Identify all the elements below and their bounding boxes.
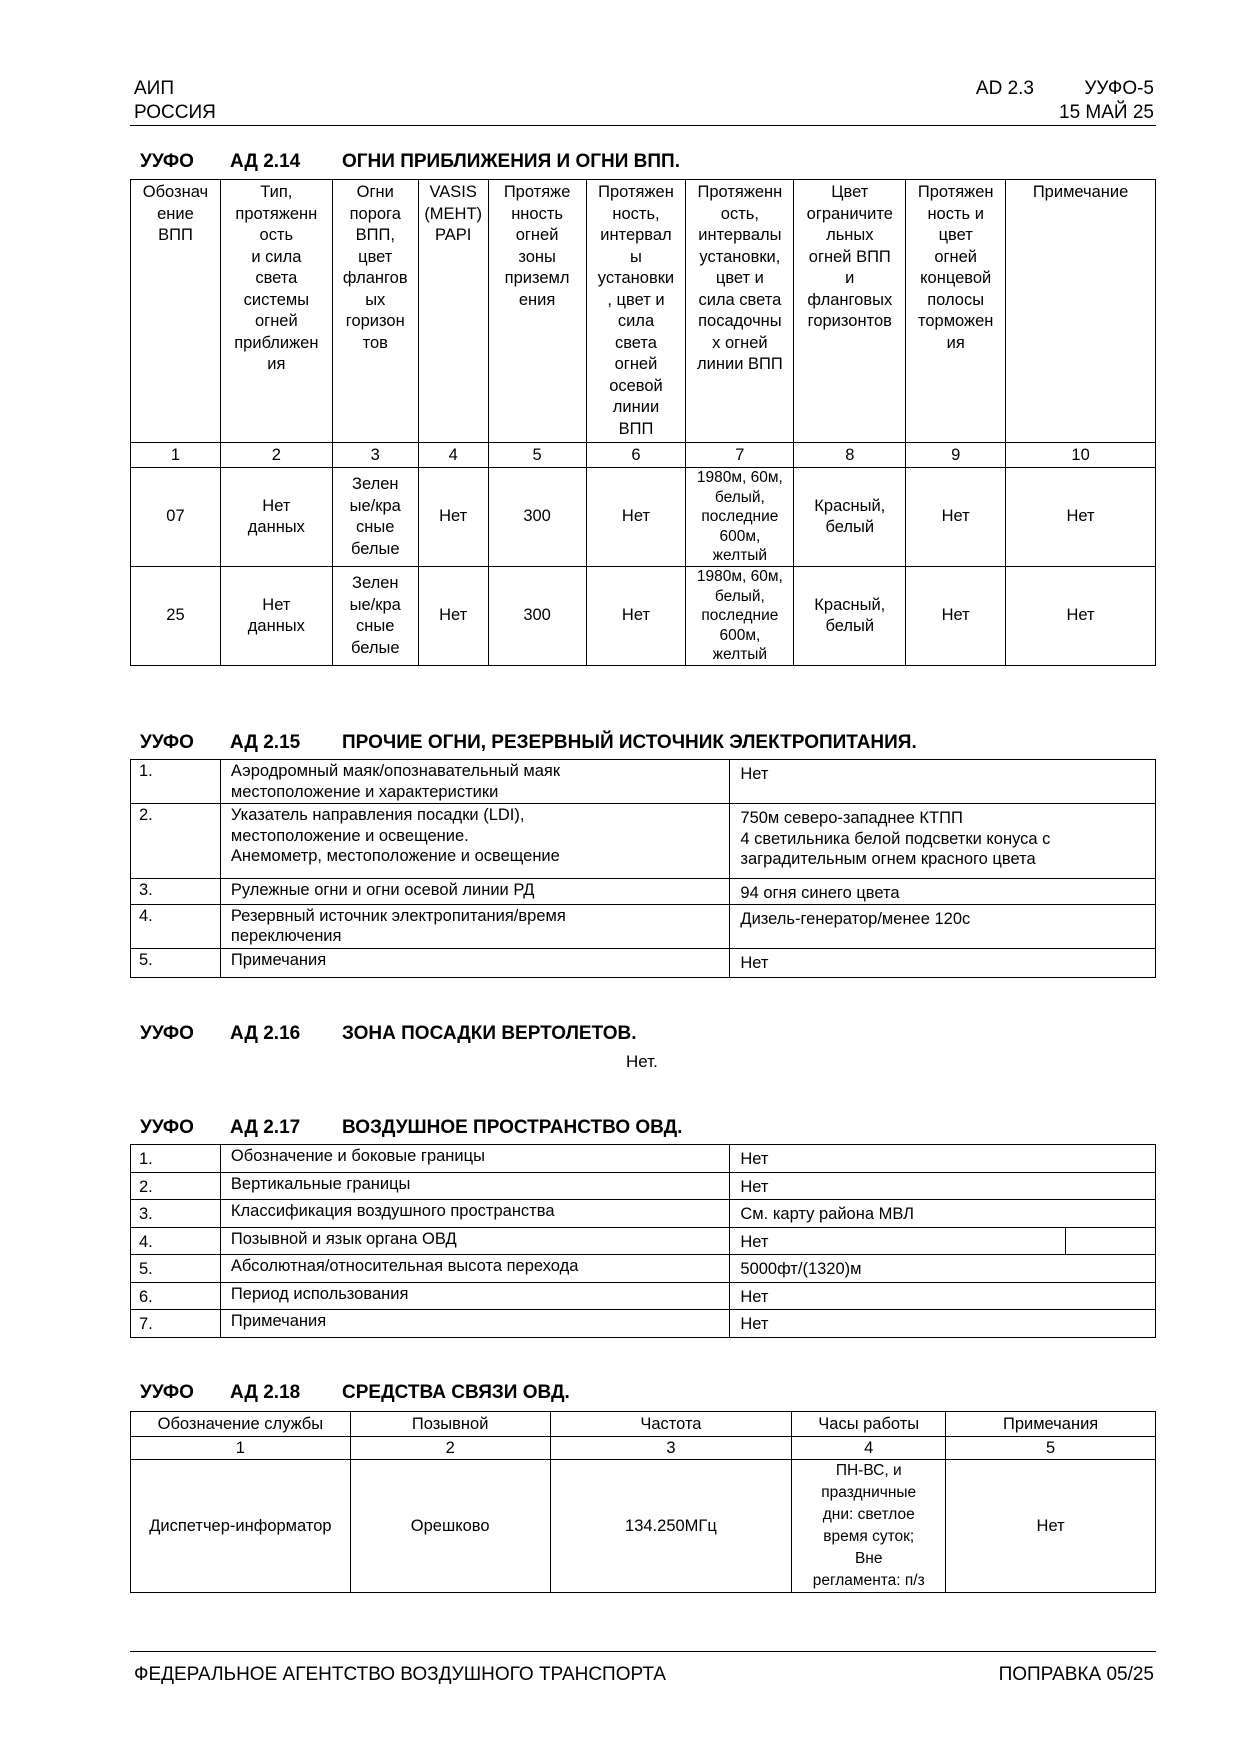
section-icao: УУФО (140, 1117, 194, 1138)
row-number: 2. (131, 1172, 221, 1200)
cell-line: белый (825, 518, 875, 536)
cell-line: Тип, (260, 183, 293, 201)
agency-name: ФЕДЕРАЛЬНОЕ АГЕНТСТВО ВОЗДУШНОГО ТРАНСПОРТА (134, 1664, 666, 1685)
cell-line: концевой (920, 269, 992, 287)
cell-line: ение (157, 204, 194, 223)
cell-line: ВПП (158, 226, 193, 244)
table-row (131, 760, 1156, 804)
cell-line: Протяженн (697, 183, 783, 201)
cell-line: ность и (927, 204, 984, 223)
table-row (131, 1227, 1156, 1255)
cell-end (794, 567, 906, 666)
approach-runway-lights-table (130, 179, 1156, 666)
cell-line: Дизель-генератор/менее 120с (740, 909, 971, 928)
section-number: АД 2.18 (230, 1382, 301, 1403)
table-header-row (131, 180, 1156, 443)
column-number: 10 (1006, 443, 1156, 468)
cell-line: ых (365, 290, 386, 309)
table-header-row (131, 1412, 1156, 1437)
cell-edge (686, 468, 794, 567)
row-value (730, 904, 1156, 948)
cell-end (794, 468, 906, 567)
cell-line: белый, (714, 488, 765, 506)
section-title: ПРОЧИЕ ОГНИ, РЕЗЕРВНЫЙ ИСТОЧНИК ЭЛЕКТРОПИТАНИЯ. (342, 732, 917, 753)
cell-line: сила света (698, 290, 782, 309)
row-value (730, 804, 1156, 879)
section-code: AD 2.3 (975, 78, 1034, 99)
cell-frequency: 134.250МГц (550, 1460, 792, 1593)
table-body (131, 468, 1156, 666)
cell-line: ые/кра (349, 595, 401, 614)
section-title: ВОЗДУШНОЕ ПРОСТРАНСТВО ОВД. (342, 1117, 683, 1138)
cell-line: Огни (356, 183, 394, 201)
cell-line: Примечания (230, 950, 327, 969)
section-icao: УУФО (140, 151, 194, 172)
cell-hours (792, 1460, 946, 1593)
row-label: Классификация воздушного пространства (220, 1200, 729, 1228)
cell-line: 94 огня синего цвета (740, 884, 900, 902)
cell-centerline: Нет (586, 468, 686, 567)
row-label: Абсолютная/относительная высота перехода (220, 1255, 729, 1283)
cell-line: белые (350, 539, 400, 558)
cell-line: ые/кра (349, 496, 401, 515)
cell-threshold (332, 468, 418, 567)
row-number: 6. (131, 1282, 221, 1310)
cell-line: полосы (927, 290, 985, 309)
cell-remarks: Нет (946, 1460, 1156, 1593)
cell-line: ы (630, 247, 642, 266)
cell-line: Красный, (814, 496, 886, 515)
cell-line: местоположение и освещение. (230, 826, 469, 845)
row-number: 2. (131, 804, 221, 879)
cell-line: Протяже (503, 183, 571, 201)
cell-line: Нет (262, 595, 291, 614)
row-number: 1. (131, 760, 221, 804)
cell-line: горизонтов (807, 312, 892, 330)
row-value: Нет (730, 1282, 1156, 1310)
cell-line: ность, (612, 204, 660, 223)
cell-stopway: Нет (906, 468, 1006, 567)
table-row (131, 567, 1156, 666)
row-value (730, 760, 1156, 804)
helicopter-area-text: Нет. (626, 1052, 658, 1071)
section-number: АД 2.17 (230, 1117, 301, 1138)
cell-line: последние (701, 607, 779, 625)
column-header: Частота (550, 1412, 792, 1437)
cell-line: праздничные (821, 1484, 917, 1501)
section-title: ЗОНА ПОСАДКИ ВЕРТОЛЕТОВ. (342, 1023, 637, 1044)
cell-line: Аэродромный маяк/опознавательный маяк (230, 762, 561, 780)
row-label: Период использования (220, 1282, 729, 1310)
cell-line: белый, (714, 587, 765, 605)
cell-line: Обознач (142, 183, 209, 201)
cell-line: протяженн (235, 204, 318, 223)
section-number: АД 2.16 (230, 1023, 301, 1044)
row-label (220, 879, 729, 905)
cell-line: ость (259, 226, 294, 244)
cell-line: ВПП (618, 419, 654, 438)
cell-line: Нет (262, 496, 291, 515)
cell-line: Цвет (831, 183, 869, 201)
cell-line: света (255, 269, 298, 287)
cell-line: и сила (251, 247, 302, 266)
cell-line: Зелен (351, 574, 399, 592)
column-header (686, 180, 794, 443)
column-number: 3 (550, 1437, 792, 1460)
column-number: 4 (418, 443, 488, 468)
cell-line: х огней (712, 333, 768, 352)
cell-service: Диспетчер-информатор (131, 1460, 351, 1593)
cell-line: данных (247, 617, 305, 635)
footer-rule (130, 1651, 1156, 1652)
cell-line: Протяжен (917, 183, 994, 201)
cell-line: огней (614, 355, 658, 373)
column-header: Позывной (350, 1412, 550, 1437)
cell-line: цвет и (715, 269, 764, 287)
cell-line: ения (518, 290, 556, 309)
row-number: 4. (131, 1227, 221, 1255)
section-title: СРЕДСТВА СВЯЗИ ОВД. (342, 1382, 570, 1403)
cell-line: регламента: п/з (812, 1572, 925, 1589)
cell-line: системы (243, 290, 310, 309)
cell-line: белый (825, 617, 875, 635)
cell-line: цвет (358, 247, 393, 266)
row-value (730, 948, 1156, 977)
cell-line: льных (826, 226, 874, 244)
header-rule (130, 125, 1156, 126)
row-label (220, 760, 729, 804)
cell-line: нность (511, 204, 563, 223)
cell-remarks: Нет (1006, 567, 1156, 666)
cell-callsign: Орешково (350, 1460, 550, 1593)
cell-line: , цвет и (607, 290, 665, 309)
column-number: 4 (792, 1437, 946, 1460)
cell-line: Протяжен (598, 183, 674, 201)
column-header: Часы работы (792, 1412, 946, 1437)
section-icao: УУФО (140, 1023, 194, 1044)
country-label: РОССИЯ (134, 102, 216, 123)
cell-line: цвет (938, 226, 973, 244)
column-number: 6 (586, 443, 686, 468)
other-lights-table (130, 759, 1156, 978)
table-row (131, 1145, 1156, 1173)
cell-tdz: 300 (488, 567, 586, 666)
cell-line: света (614, 333, 657, 352)
cell-line: Зелен (351, 475, 399, 493)
cell-remarks: Нет (1006, 468, 1156, 567)
cell-line: установки (597, 269, 675, 287)
row-number: 5. (131, 948, 221, 977)
page-id: УУФО-5 (1084, 78, 1154, 99)
table-number-row (131, 443, 1156, 468)
empty-cell (1066, 1227, 1156, 1255)
cell-line: Вне (854, 1550, 883, 1567)
cell-centerline: Нет (586, 567, 686, 666)
table-row (131, 1255, 1156, 1283)
cell-line: Нет (740, 765, 769, 783)
cell-line: и (845, 269, 855, 287)
row-label: Обозначение и боковые границы (220, 1145, 729, 1173)
table-row (131, 468, 1156, 567)
column-number: 5 (488, 443, 586, 468)
cell-line: линии (612, 398, 660, 416)
row-value: 5000фт/(1320)м (730, 1255, 1156, 1283)
cell-line: Анемометр, местоположение и освещение (230, 847, 560, 865)
cell-line: последние (701, 508, 779, 526)
cell-line: Рулежные огни и огни осевой линии РД (230, 881, 535, 899)
cell-line: Резервный источник электропитания/время (230, 906, 566, 925)
row-number: 3. (131, 1200, 221, 1228)
row-number: 7. (131, 1310, 221, 1338)
cell-line: 600м, (719, 626, 761, 644)
row-value: Нет (730, 1310, 1156, 1338)
cell-vasis: Нет (418, 468, 488, 567)
cell-line: ость, (720, 204, 759, 223)
cell-line: данных (247, 518, 305, 536)
cell-line: сные (356, 518, 395, 536)
cell-line: Нет (740, 953, 769, 972)
table-row (131, 1310, 1156, 1338)
row-value: Нет (730, 1145, 1156, 1173)
column-number: 3 (332, 443, 418, 468)
column-header: Обозначение службы (131, 1412, 351, 1437)
amendment-number: ПОПРАВКА 05/25 (998, 1664, 1154, 1685)
row-value: Нет (730, 1172, 1156, 1200)
section-number: АД 2.15 (230, 732, 301, 753)
cell-line: заградительным огнем красного цвета (740, 850, 1036, 868)
cell-line: порога (349, 204, 401, 223)
row-number: 1. (131, 1145, 221, 1173)
column-number: 2 (350, 1437, 550, 1460)
row-label: Вертикальные границы (220, 1172, 729, 1200)
cell-line: ия (946, 333, 965, 352)
cell-line: огней (515, 226, 559, 244)
row-number: 4. (131, 904, 221, 948)
cell-vasis: Нет (418, 567, 488, 666)
cell-threshold (332, 567, 418, 666)
row-label: Примечания (220, 1310, 729, 1338)
table-number-row (131, 1437, 1156, 1460)
section-icao: УУФО (140, 1382, 194, 1403)
column-header (418, 180, 488, 443)
column-header (488, 180, 586, 443)
cell-line: интервалы (698, 226, 782, 244)
cell-line: установки, (699, 247, 781, 266)
column-header (220, 180, 332, 443)
table-row (131, 1282, 1156, 1310)
row-number: 5. (131, 1255, 221, 1283)
table-row (131, 879, 1156, 905)
table-row (131, 1200, 1156, 1228)
cell-line: приближен (234, 333, 319, 352)
cell-stopway: Нет (906, 567, 1006, 666)
cell-line: 600м, (719, 527, 761, 545)
cell-approach (220, 468, 332, 567)
cell-line: желтый (712, 547, 768, 565)
row-value: Нет (730, 1227, 1066, 1255)
table-row (131, 1460, 1156, 1593)
column-header (906, 180, 1006, 443)
cell-line: 750м северо-западнее КТПП (740, 809, 963, 827)
row-value: См. карту района МВЛ (730, 1200, 1156, 1228)
column-number: 8 (794, 443, 906, 468)
cell-edge (686, 567, 794, 666)
cell-line: 1980м, 60м, (696, 568, 783, 586)
cell-line: приземл (504, 269, 570, 287)
row-number: 3. (131, 879, 221, 905)
column-number: 2 (220, 443, 332, 468)
row-label: Позывной и язык органа ОВД (220, 1227, 729, 1255)
cell-approach (220, 567, 332, 666)
column-header (794, 180, 906, 443)
column-number: 1 (131, 443, 221, 468)
section-216-heading (140, 1023, 637, 1111)
cell-line: дни: светлое (822, 1506, 915, 1523)
cell-line: PAPI (434, 226, 472, 244)
table-row (131, 1172, 1156, 1200)
cell-line: ия (267, 355, 286, 373)
cell-line: ПН-ВС, и (835, 1462, 902, 1479)
cell-line: Примечание (1032, 183, 1129, 201)
cell-line: сила (617, 312, 655, 330)
cell-line: сные (356, 617, 395, 635)
cell-line: Красный, (814, 595, 886, 614)
cell-line: тов (362, 333, 388, 352)
section-number: АД 2.14 (230, 151, 301, 172)
row-label (220, 804, 729, 879)
cell-line: желтый (712, 646, 768, 664)
cell-line: местоположение и характеристики (230, 782, 499, 801)
table-row (131, 804, 1156, 879)
cell-line: белые (350, 638, 400, 657)
row-label (220, 904, 729, 948)
cell-line: ВПП, (355, 226, 395, 244)
table-row (131, 904, 1156, 948)
column-number: 7 (686, 443, 794, 468)
cell-line: ограничите (806, 204, 893, 223)
cell-tdz: 300 (488, 468, 586, 567)
cell-line: горизон (345, 312, 405, 330)
cell-line: интервал (600, 226, 672, 244)
effective-date: 15 МАЙ 25 (1059, 102, 1154, 123)
cell-line: линии ВПП (697, 355, 783, 373)
section-title: ОГНИ ПРИБЛИЖЕНИЯ И ОГНИ ВПП. (342, 151, 680, 172)
cell-line: Указатель направления посадки (LDI), (230, 806, 525, 824)
cell-line: время суток; (823, 1528, 915, 1545)
section-icao: УУФО (140, 732, 194, 753)
column-header (586, 180, 686, 443)
cell-line: (MEHT) (424, 204, 483, 223)
cell-rwy: 25 (131, 567, 221, 666)
column-header (332, 180, 418, 443)
cell-line: огней (255, 312, 298, 330)
column-header (1006, 180, 1156, 443)
ats-airspace-table (130, 1144, 1156, 1338)
column-number: 1 (131, 1437, 351, 1460)
cell-line: торможен (917, 312, 994, 330)
cell-line: зоны (518, 247, 556, 266)
column-header (131, 180, 221, 443)
column-number: 9 (906, 443, 1006, 468)
cell-line: 4 светильника белой подсветки конуса с (740, 829, 1051, 848)
cell-line: фланговых (807, 290, 893, 309)
table-row (131, 948, 1156, 977)
cell-line: посадочны (698, 312, 782, 330)
column-header: Примечания (946, 1412, 1156, 1437)
aip-label: АИП (134, 78, 174, 99)
cell-line: осевой (609, 376, 663, 395)
cell-rwy: 07 (131, 468, 221, 567)
row-label (220, 948, 729, 977)
cell-line: 1980м, 60м, (696, 469, 783, 487)
cell-line: огней ВПП (808, 247, 891, 266)
cell-line: переключения (230, 927, 342, 945)
column-number: 5 (946, 1437, 1156, 1460)
row-value (730, 879, 1156, 905)
cell-line: флангов (342, 269, 408, 287)
cell-line: огней (934, 247, 978, 266)
ats-communication-table (130, 1411, 1156, 1593)
cell-line: VASIS (429, 183, 477, 201)
